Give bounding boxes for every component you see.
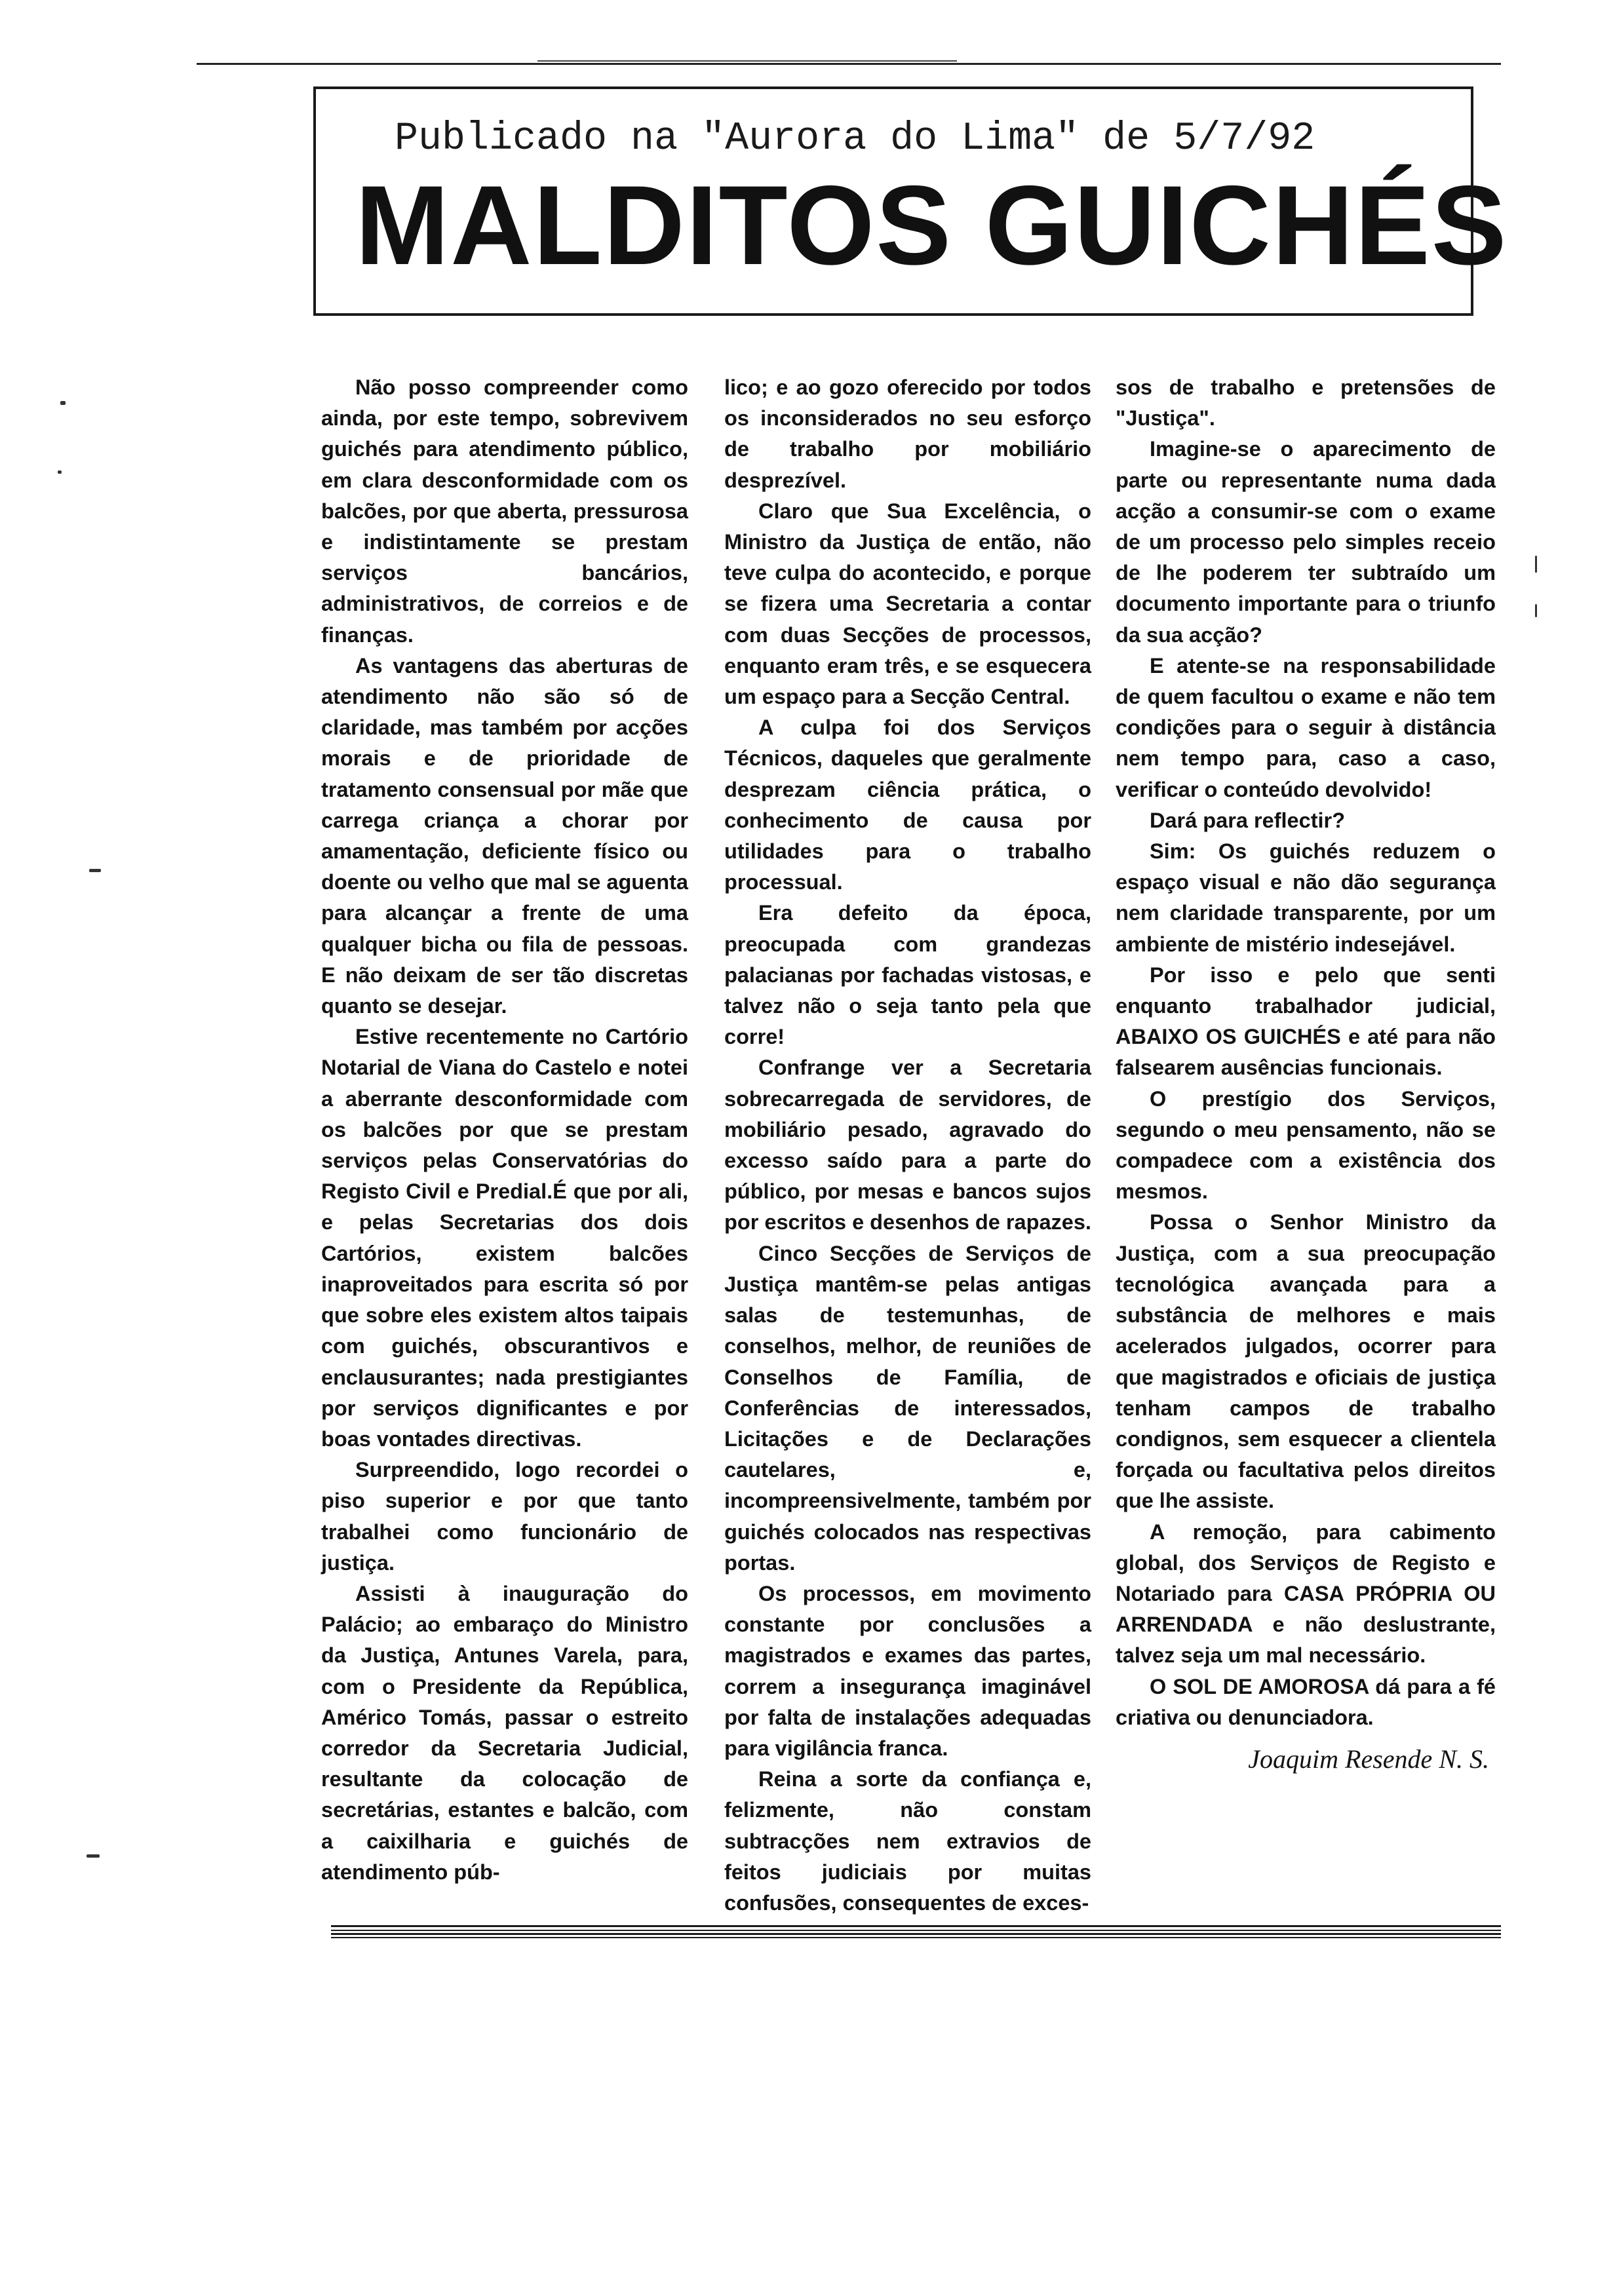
bottom-rule [331, 1937, 1501, 1938]
paragraph: Era defeito da época, preocupada com grandezas palacianas por fachadas vistosas, e talvez não o seja tanto pela que corre! [724, 901, 1091, 1049]
paragraph: Cinco Secções de Serviços de Justiça mantêm-se pelas antigas salas de testemunhas, de conselhos, melhor, de reuniões de Conselhos de Família, de Conferências de interessados, Licitações e de Declarações cautelares, e, incompreensivelmente, também por guichés colocados nas respectivas portas. [724, 1241, 1091, 1575]
paragraph: Por isso e pelo que senti enquanto trabalhador judicial, ABAIXO OS GUICHÉS e até para não falsearem ausências funcionais. [1116, 963, 1496, 1080]
paragraph: Sim: Os guichés reduzem o espaço visual e não dão segurança nem claridade transparente, por um ambiente de mistério indesejável. [1116, 839, 1496, 956]
paragraph: Claro que Sua Excelência, o Ministro da Justiça de então, não teve culpa do acontecido, e porque se fizera uma Secretaria a contar com duas Secções de processos, enquanto eram três, e se esquecera um espaço para a Secção Central. [724, 499, 1091, 709]
top-rule-thin [537, 60, 957, 62]
article-body [321, 372, 1508, 1915]
scan-speck [1535, 604, 1537, 617]
paragraph: Assisti à inauguração do Palácio; ao embaraço do Ministro da Justiça, Antunes Varela, para, com o Presidente da República, Américo Tomás, passar o estreito corredor da Secretaria Judicial, resultante da colocação de secretárias, estantes e balcão, com a caixilharia e guichés de atendimento púb- [321, 1581, 688, 1884]
publication-line: Publicado na "Aurora do Lima" de 5/7/92 [395, 117, 1315, 161]
paragraph: Dará para reflectir? [1150, 808, 1346, 832]
bottom-rule [331, 1925, 1501, 1927]
column-2 [724, 372, 1091, 1915]
paragraph: Confrange ver a Secretaria sobrecarregada de servidores, de mobiliário pesado, agravado do excesso saído para a parte do público, por mesas e bancos sujos por escritos e desenhos de rapazes. [724, 1056, 1091, 1234]
paragraph: Surpreendido, logo recordei o piso superior e por que tanto trabalhei como funcionário de justiça. [321, 1458, 688, 1575]
bottom-rule [331, 1933, 1501, 1935]
bottom-rules [331, 1925, 1501, 1940]
paragraph: Não posso compreender como ainda, por este tempo, sobrevivem guichés para atendimento público, em clara desconformidade com os balcões, por que aberta, pressurosa e indistintamente se prestam serviços bancários, administrativos, de correios e de finanças. [321, 375, 688, 647]
scan-speck [87, 1854, 100, 1858]
paragraph: A culpa foi dos Serviços Técnicos, daqueles que geralmente desprezam ciência prática, o conhecimento de causa por utilidades para o trabalho processual. [724, 716, 1091, 894]
author-signature: Joaquim Resende N. S. [1248, 1744, 1489, 1774]
paragraph: Reina a sorte da confiança e, felizmente, não constam subtracções nem extravios de feitos judiciais por muitas confusões, consequentes de exces- [724, 1767, 1091, 1915]
paragraph: O prestígio dos Serviços, segundo o meu pensamento, não se compadece com a existência dos mesmos. [1116, 1086, 1496, 1204]
column-1 [321, 372, 688, 1899]
headline: MALDITOS GUICHÉS [355, 163, 1508, 288]
scan-speck [1535, 556, 1537, 573]
paragraph: Possa o Senhor Ministro da Justiça, com a sua preocupação tecnológica avançada para a substância de melhores e mais acelerados julgados, ocorrer para que magistrados e oficiais de justiça tenham campos de trabalho condignos, sem esquecer a clientela forçada ou facultativa pelos direitos que lhe assiste. [1116, 1210, 1496, 1513]
column-3 [1116, 372, 1496, 1899]
scan-speck [58, 470, 62, 474]
paragraph: O SOL DE AMOROSA dá para a fé criativa ou denunciadora. [1116, 1674, 1496, 1729]
paragraph: A remoção, para cabimento global, dos Serviços de Registo e Notariado para CASA PRÓPRIA OU ARRENDADA e não deslustrante, talvez seja um mal necessário. [1116, 1520, 1496, 1668]
scan-speck [89, 869, 101, 872]
header-box [313, 86, 1508, 316]
paragraph: As vantagens das aberturas de atendimento não são só de claridade, mas também por acções morais e de prioridade de tratamento consensual por mãe que carrega criança a chorar por amamentação, deficiente físico ou doente ou velho que mal se aguenta para alcançar a frente de uma qualquer bicha ou fila de pessoas. E não deixam de ser tão discretas quanto se desejar. [321, 653, 688, 1018]
paragraph: Estive recentemente no Cartório Notarial de Viana do Castelo e notei a aberrante desconformidade com os balcões por que se prestam serviços pelas Conservatórias do Registo Civil e Predial.É que por ali, e pelas Secretarias dos dois Cartórios, existem balcões inaproveitados para escrita só por que sobre eles existem altos taipais com guichés, obscurantivos e enclausurantes; nada prestigiantes por serviços dignificantes e por boas vontades directivas. [321, 1025, 688, 1451]
bottom-rule [331, 1930, 1501, 1931]
top-rule [197, 63, 1501, 65]
paragraph: sos de trabalho e pretensões de "Justiça". [1116, 375, 1496, 430]
paragraph: Os processos, em movimento constante por conclusões a magistrados e exames das partes, correm a insegurança imaginável por falta de instalações adequadas para vigilância franca. [724, 1581, 1091, 1760]
paragraph: lico; e ao gozo oferecido por todos os inconsiderados no seu esforço de trabalho por mobiliário desprezível. [724, 375, 1091, 492]
scan-speck [60, 401, 66, 405]
paragraph: E atente-se na responsabilidade de quem facultou o exame e não tem condições para o seguir à distância nem tempo para, caso a caso, verificar o conteúdo devolvido! [1116, 653, 1496, 801]
paragraph: Imagine-se o aparecimento de parte ou representante numa dada acção a consumir-se com o exame de um processo pelo simples receio de lhe poderem ter subtraído um documento importante para o triunfo da sua acção? [1116, 437, 1496, 647]
